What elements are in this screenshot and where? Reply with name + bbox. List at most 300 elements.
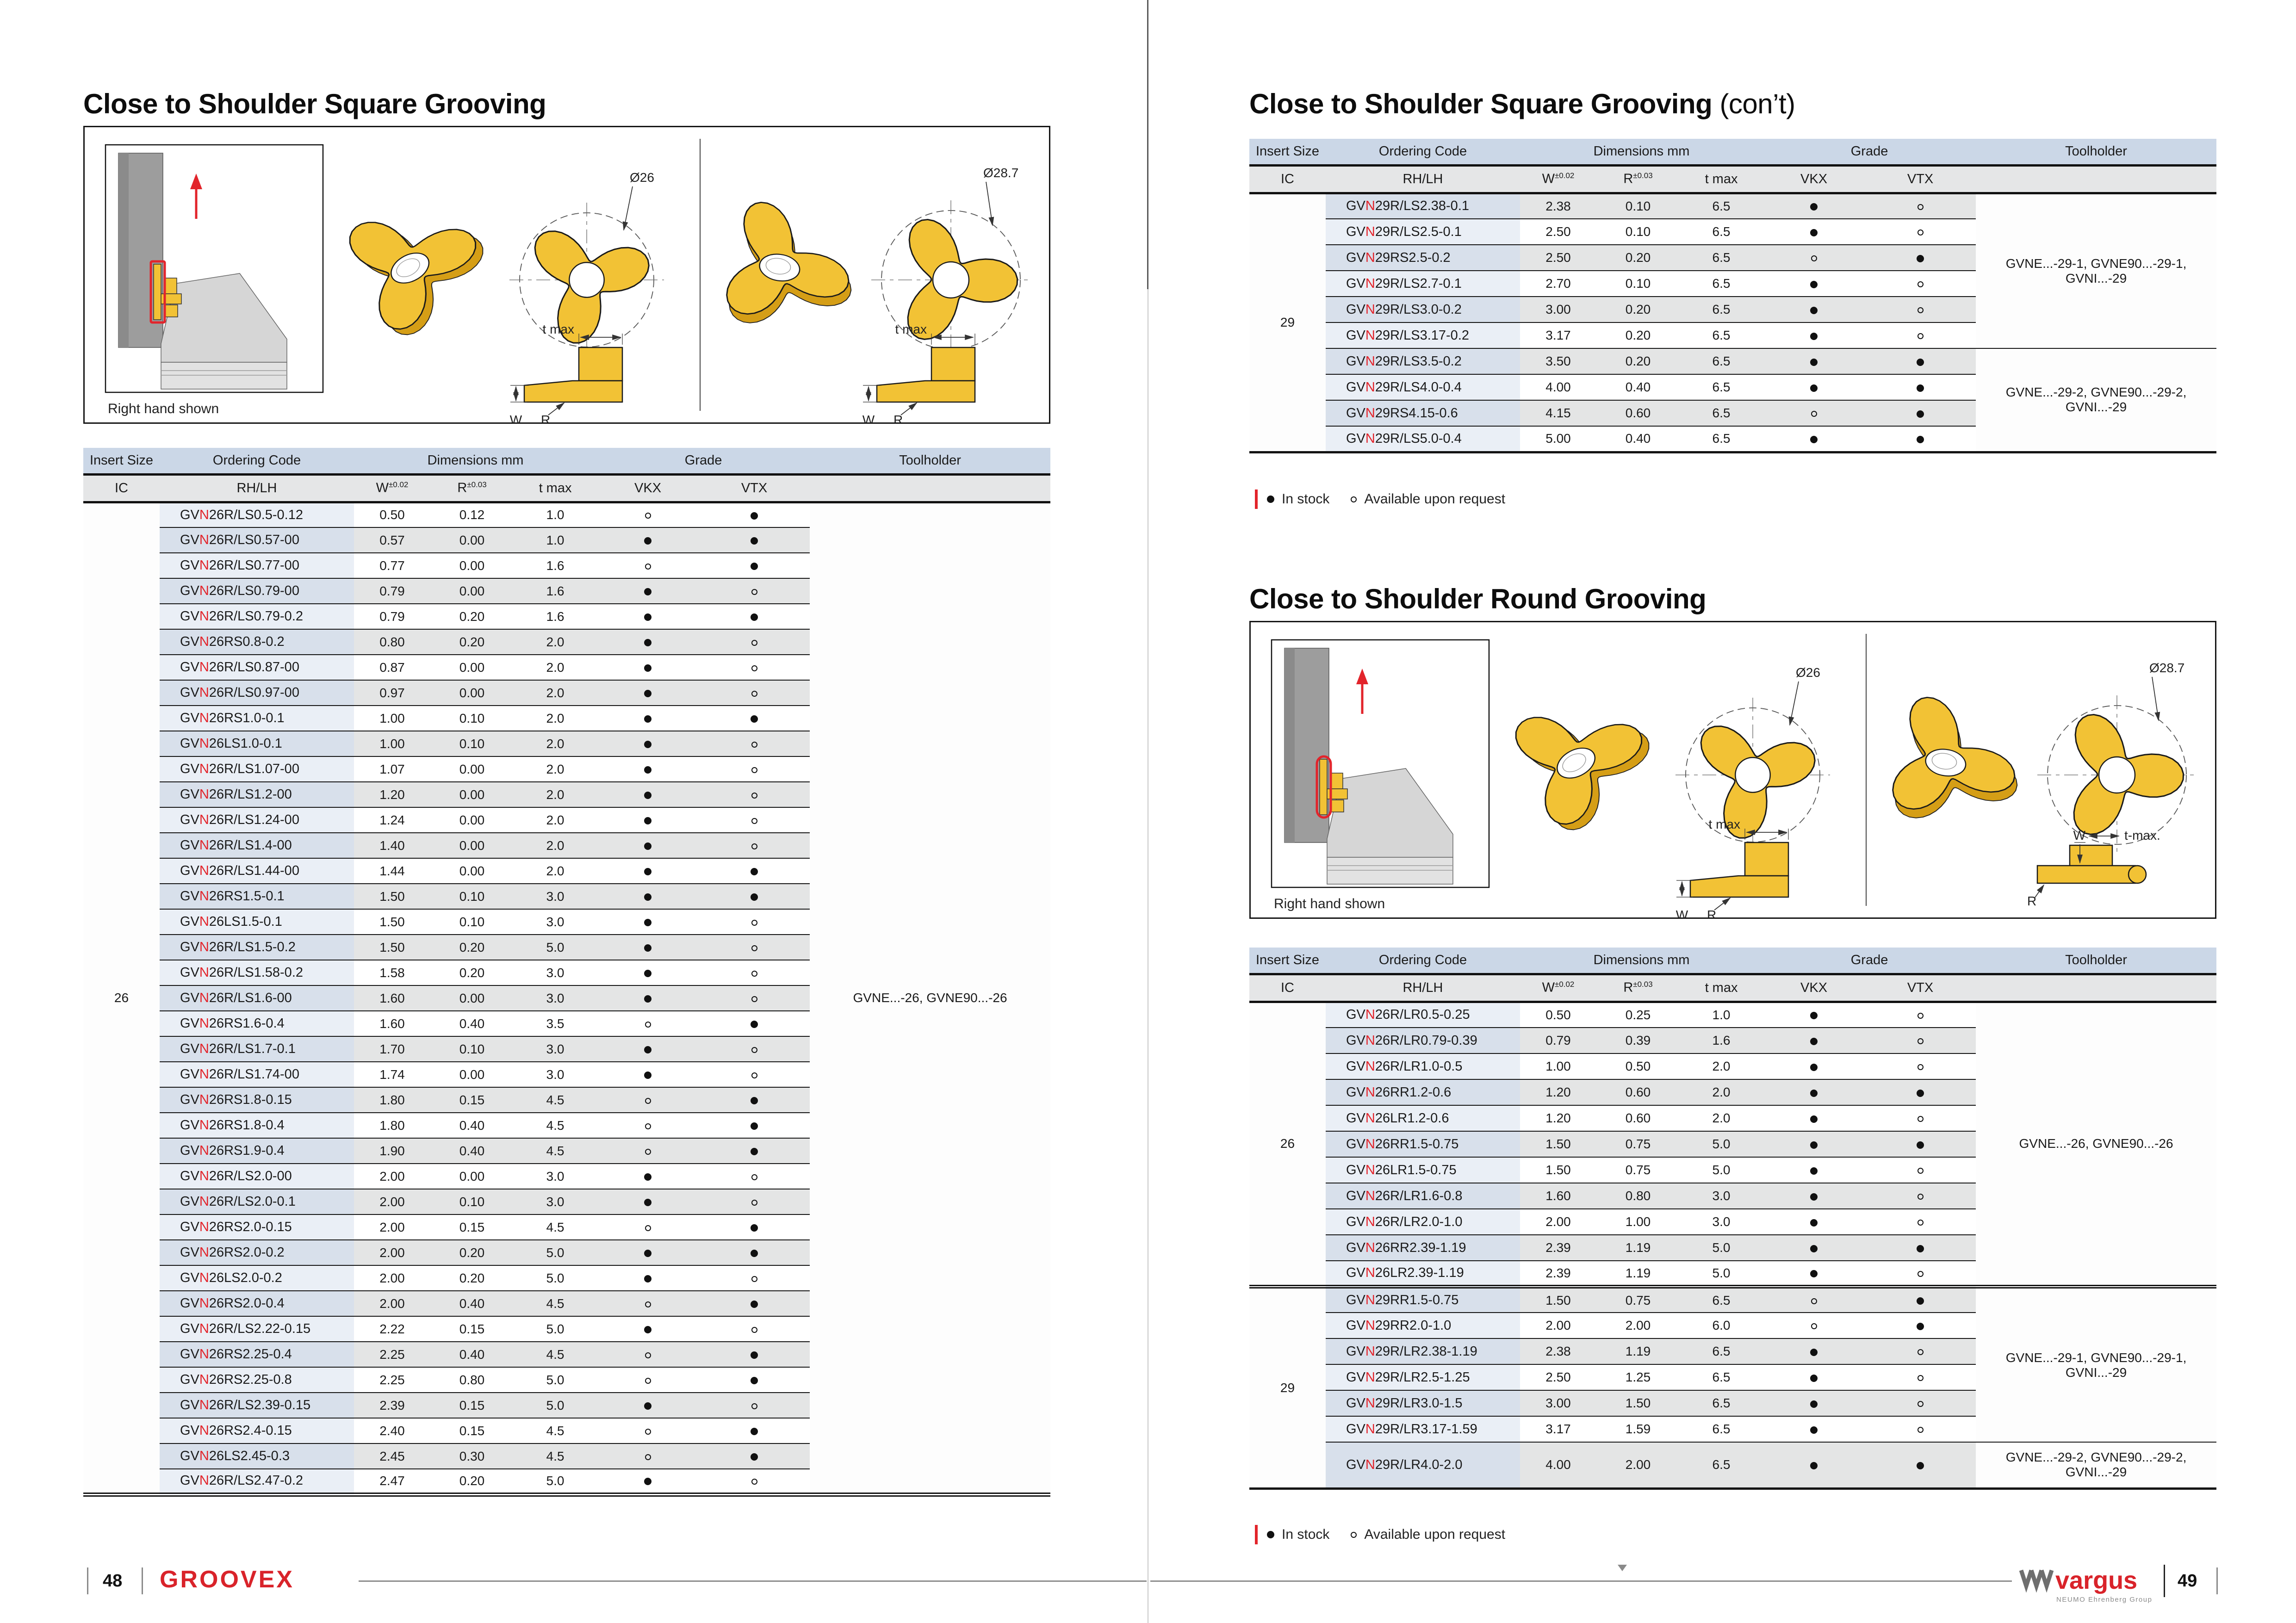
vtx-grade-cell: [1865, 271, 1976, 297]
vtx-grade-cell: [1865, 426, 1976, 452]
in-stock-icon: [1810, 1090, 1818, 1097]
r-value: 0.20: [430, 1265, 514, 1291]
table-square-grooving-26: [83, 448, 1050, 1497]
w-value: 2.50: [1520, 1364, 1596, 1390]
vtx-grade-cell: [699, 1443, 810, 1469]
w-value: 2.39: [1520, 1235, 1596, 1261]
r-value: 0.12: [459, 508, 485, 522]
footer-divider: [2164, 1565, 2165, 1597]
r-value: 0.00: [430, 1062, 514, 1087]
ordering-code-cell: GVN29R/LR3.0-1.5: [1326, 1390, 1520, 1416]
available-icon: [1917, 204, 1924, 210]
available-icon: [1917, 1427, 1924, 1433]
vtx-grade-cell: [699, 985, 810, 1011]
col-rhlh: RH/LH: [160, 474, 354, 502]
vtx-grade-cell: [699, 1316, 810, 1342]
in-stock-label: In stock: [1282, 1527, 1330, 1542]
w-value: 0.77: [354, 553, 430, 578]
col-rhlh: RH/LH: [1326, 165, 1520, 193]
vtx-grade-cell: [699, 1138, 810, 1164]
in-stock-icon: [751, 1453, 758, 1461]
ordering-code-cell: GVN26RS0.8-0.2: [160, 629, 354, 655]
w-value: 2.00: [354, 1164, 430, 1189]
in-stock-icon: [1810, 307, 1818, 314]
r-value: 0.20: [1596, 322, 1680, 348]
tmax-value: 6.5: [1680, 1287, 1763, 1313]
vkx-grade-cell: [1763, 426, 1865, 452]
tmax-value: 5.0: [514, 1265, 597, 1291]
in-stock-icon: [1917, 1462, 1924, 1469]
r-value: 0.39: [1596, 1028, 1680, 1053]
tmax-value: 5.0: [514, 1240, 597, 1265]
w-value: 1.50: [354, 909, 430, 935]
vkx-grade-cell: [1763, 219, 1865, 245]
vkx-grade-cell: [597, 1418, 699, 1443]
in-stock-icon: [751, 1377, 758, 1384]
in-stock-icon: [1810, 1375, 1818, 1382]
page-gutter-line-top: [1147, 0, 1148, 289]
col-toolholder: Toolholder: [810, 448, 1050, 474]
ordering-code-cell: GVN26R/LS2.22-0.15: [160, 1316, 354, 1342]
r-value: 0.40: [430, 1113, 514, 1138]
ordering-code-cell: GVN29R/LS4.0-0.4: [1326, 374, 1520, 400]
available-icon: [751, 1327, 757, 1333]
w-value: 0.79: [354, 578, 430, 604]
vargus-wordmark: vargus: [2055, 1567, 2138, 1594]
tmax-value: 5.0: [514, 1367, 597, 1393]
in-stock-icon: [751, 1250, 758, 1257]
in-stock-icon: [644, 664, 652, 672]
w-value: 1.20: [1520, 1079, 1596, 1105]
in-stock-icon: [644, 792, 652, 799]
w-value: 1.20: [354, 782, 430, 807]
ordering-code-cell: GVN26R/LS1.7-0.1: [160, 1036, 354, 1062]
footer-rule-right: [1150, 1580, 2012, 1582]
tmax-value: 5.0: [514, 1469, 597, 1494]
available-icon: [751, 971, 757, 977]
vargus-logo: [2018, 1558, 2157, 1611]
r-value: 2.00: [1596, 1442, 1680, 1488]
tmax-value: 1.6: [514, 604, 597, 629]
r-value: 1.59: [1596, 1416, 1680, 1442]
ordering-code-cell: GVN26R/LS1.5-0.2: [160, 935, 354, 960]
vtx-grade-cell: [1865, 322, 1976, 348]
w-value: 4.00: [1520, 1442, 1596, 1488]
ordering-code-cell: GVN26RS2.0-0.4: [160, 1291, 354, 1316]
tmax-value: 6.5: [1712, 198, 1731, 213]
col-grade: Grade: [597, 448, 810, 474]
ordering-code-cell: GVN26LS1.5-0.1: [160, 909, 354, 935]
vkx-grade-cell: [597, 756, 699, 782]
w-value: 1.80: [354, 1087, 430, 1113]
ordering-code-cell: GVN29R/LR2.5-1.25: [1326, 1364, 1520, 1390]
in-stock-icon: [1810, 1167, 1818, 1175]
in-stock-icon: [644, 995, 652, 1003]
vkx-grade-cell: [1763, 271, 1865, 297]
w-value: 1.24: [354, 807, 430, 833]
ordering-code-cell: GVN29R/LS2.38-0.1: [1326, 193, 1520, 219]
in-stock-icon: [751, 1021, 758, 1028]
available-icon: [645, 513, 651, 519]
col-w: $W^{\pm 0.02}$: [354, 474, 430, 502]
in-stock-icon: [1917, 1245, 1924, 1252]
r-value: 2.00: [1596, 1313, 1680, 1338]
tmax-value: 3.0: [514, 1062, 597, 1087]
tmax-value: 2.0: [514, 706, 597, 731]
col-dimensions: Dimensions mm: [1520, 139, 1763, 165]
r-value: 0.10: [430, 909, 514, 935]
svg-text:R: R: [894, 413, 903, 422]
figure-round-grooving: [1249, 621, 2216, 919]
ordering-code-cell: GVN29RS2.5-0.2: [1326, 245, 1520, 271]
r-value: 0.10: [430, 706, 514, 731]
available-icon: [1917, 1013, 1924, 1019]
diameter-label: Ø26: [630, 170, 654, 185]
col-rhlh: RH/LH: [1326, 974, 1520, 1002]
tmax-value: 6.0: [1680, 1313, 1763, 1338]
w-value: 2.00: [354, 1214, 430, 1240]
insert-size-value: 26: [83, 502, 160, 1494]
w-value: 1.07: [354, 756, 430, 782]
r-value: 1.25: [1596, 1364, 1680, 1390]
ordering-code-cell: GVN26LR1.5-0.75: [1326, 1157, 1520, 1183]
vtx-grade-cell: [699, 935, 810, 960]
in-stock-icon: [644, 970, 652, 977]
in-stock-icon: [1810, 1064, 1818, 1071]
tmax-value: 6.5: [1680, 245, 1763, 271]
svg-text:R: R: [1707, 908, 1717, 917]
w-value: 5.00: [1520, 426, 1596, 452]
groovex-logo: GROOVEX: [160, 1566, 2296, 1593]
available-icon: [645, 1123, 651, 1129]
available-icon: [1917, 281, 1924, 287]
col-dimensions: Dimensions mm: [1520, 948, 1763, 974]
ordering-code-cell: GVN26LS2.45-0.3: [160, 1443, 354, 1469]
svg-text:W: W: [509, 413, 522, 422]
vkx-grade-cell: [597, 1393, 699, 1418]
ordering-code-cell: GVN26LS1.0-0.1: [160, 731, 354, 756]
page-title-right-bottom: Close to Shoulder Round Grooving: [1249, 583, 1706, 614]
vkx-grade-cell: [1763, 1183, 1865, 1209]
vtx-grade-cell: [1865, 1364, 1976, 1390]
w-value: 1.60: [354, 1011, 430, 1036]
ordering-code-cell: GVN26R/LR0.5-0.25: [1326, 1002, 1520, 1028]
col-insert-size: Insert Size: [1249, 948, 1326, 974]
in-stock-icon: [1917, 1323, 1924, 1330]
vtx-grade-cell: [1865, 1235, 1976, 1261]
vtx-grade-cell: [699, 909, 810, 935]
in-stock-icon: [644, 1199, 652, 1206]
col-vtx: VTX: [1865, 974, 1976, 1002]
tmax-value: 1.6: [514, 578, 597, 604]
vtx-grade-cell: [1865, 245, 1976, 271]
tmax-value: 5.0: [1680, 1261, 1763, 1287]
vkx-grade-cell: [597, 706, 699, 731]
available-icon: [751, 691, 757, 697]
vtx-grade-cell: [1865, 193, 1976, 219]
vtx-grade-cell: [699, 1393, 810, 1418]
available-label: Available upon request: [1364, 491, 1506, 507]
col-vkx: VKX: [597, 474, 699, 502]
available-icon: [645, 1225, 651, 1231]
tmax-value: 3.0: [514, 884, 597, 909]
ordering-code-cell: GVN26R/LS0.87-00: [160, 655, 354, 680]
w-value: 1.40: [354, 833, 430, 858]
available-icon: [1811, 1323, 1817, 1329]
vtx-grade-cell: [699, 578, 810, 604]
available-icon: [751, 793, 757, 799]
page-title-right-top: Close to Shoulder Square Grooving (con’t): [1249, 88, 1795, 119]
vkx-grade-cell: [597, 655, 699, 680]
in-stock-icon: [1917, 436, 1924, 443]
w-value: 2.00: [354, 1189, 430, 1214]
col-dimensions: Dimensions mm: [354, 448, 597, 474]
ordering-code-cell: GVN29R/LS2.7-0.1: [1326, 271, 1520, 297]
table-header-row: [83, 448, 1050, 474]
ordering-code-cell: GVN26RR1.5-0.75: [1326, 1131, 1520, 1157]
tmax-value: 2.0: [514, 807, 597, 833]
r-value: 0.00: [430, 782, 514, 807]
vtx-grade-cell: [699, 680, 810, 706]
r-value: 0.60: [1596, 1079, 1680, 1105]
vtx-grade-cell: [699, 1469, 810, 1494]
ordering-code-cell: GVN29RR2.0-1.0: [1326, 1313, 1520, 1338]
ordering-code-cell: GVN26R/LS1.24-00: [160, 807, 354, 833]
vtx-grade-cell: [1865, 1209, 1976, 1235]
r-value: 0.80: [430, 1367, 514, 1393]
page-title-left: Close to Shoulder Square Grooving: [83, 88, 546, 119]
in-stock-icon: [1810, 1193, 1818, 1201]
vtx-grade-cell: [699, 1189, 810, 1214]
in-stock-icon: [644, 741, 652, 748]
r-value: 0.75: [1596, 1157, 1680, 1183]
col-vkx: VKX: [1763, 165, 1865, 193]
table-row: [1249, 193, 2216, 219]
in-stock-icon: [751, 1097, 758, 1104]
r-value: 0.40: [1596, 426, 1680, 452]
w-value: 1.60: [1520, 1183, 1596, 1209]
in-stock-icon: [1917, 359, 1924, 366]
ordering-code-cell: GVN29R/LR4.0-2.0: [1326, 1442, 1520, 1488]
in-stock-icon: [644, 588, 652, 595]
insert-size-value: 29: [1249, 1287, 1326, 1488]
tmax-value: 6.5: [1680, 374, 1763, 400]
ordering-code-cell: GVN26R/LS0.5-0.12: [160, 502, 354, 527]
vtx-grade-cell: [699, 833, 810, 858]
vkx-grade-cell: [597, 1087, 699, 1113]
col-tmax: t max: [1680, 974, 1763, 1002]
in-stock-icon: [644, 715, 652, 723]
available-icon: [645, 1149, 651, 1155]
in-stock-icon: [751, 1148, 758, 1155]
in-stock-icon: [644, 613, 652, 621]
in-stock-icon: [751, 1301, 758, 1308]
col-r: $R^{\pm 0.03}$: [1596, 165, 1680, 193]
available-icon: [645, 1454, 651, 1460]
table-header-row: [1249, 948, 2216, 974]
w-value: 2.00: [354, 1240, 430, 1265]
ordering-code-cell: GVN26R/LS1.07-00: [160, 756, 354, 782]
in-stock-icon: [644, 817, 652, 824]
in-stock-icon: [1810, 1400, 1818, 1408]
w-value: 2.38: [1545, 198, 1571, 213]
vtx-grade-cell: [699, 1087, 810, 1113]
vtx-grade-cell: [699, 527, 810, 553]
available-icon: [645, 1352, 651, 1358]
vtx-grade-cell: [699, 1011, 810, 1036]
tmax-value: 1.0: [514, 527, 597, 553]
table-header-row: [1249, 139, 2216, 165]
footer-divider: [142, 1567, 143, 1594]
vtx-grade-cell: [699, 1291, 810, 1316]
vkx-grade-cell: [597, 858, 699, 884]
ordering-code-cell: GVN26R/LS2.0-00: [160, 1164, 354, 1189]
r-value: 0.00: [430, 680, 514, 706]
tmax-value: 2.0: [1680, 1079, 1763, 1105]
col-tmax: t max: [514, 474, 597, 502]
r-value: 0.40: [1596, 374, 1680, 400]
vkx-grade-cell: [597, 1316, 699, 1342]
col-toolholder: Toolholder: [1976, 139, 2216, 165]
tmax-value: 5.0: [1680, 1131, 1763, 1157]
vtx-grade-cell: [1865, 1105, 1976, 1131]
ordering-code-cell: GVN26R/LS0.77-00: [160, 553, 354, 578]
r-value: 0.40: [430, 1138, 514, 1164]
vkx-grade-cell: [1763, 1235, 1865, 1261]
r-value: 0.40: [430, 1342, 514, 1367]
vkx-grade-cell: [1763, 1338, 1865, 1364]
vkx-grade-cell: [597, 1189, 699, 1214]
col-tmax: t max: [1680, 165, 1763, 193]
machining-diagram: [1272, 640, 1489, 887]
vkx-grade-cell: [1763, 1390, 1865, 1416]
vkx-grade-cell: [1763, 1261, 1865, 1287]
tmax-value: 6.5: [1680, 426, 1763, 452]
table-row: [1249, 1002, 2216, 1028]
tmax-value: 2.0: [514, 680, 597, 706]
in-stock-icon: [644, 1326, 652, 1333]
available-label: Available upon request: [1364, 1527, 1506, 1542]
in-stock-icon: [644, 1478, 652, 1485]
r-value: 0.20: [430, 629, 514, 655]
available-icon: [751, 1072, 757, 1078]
tmax-value: 6.5: [1680, 1390, 1763, 1416]
r-value: 0.00: [430, 655, 514, 680]
vtx-grade-cell: [1865, 1131, 1976, 1157]
w-value: 1.50: [354, 884, 430, 909]
vkx-grade-cell: [1763, 348, 1865, 374]
w-value: 2.38: [1520, 1338, 1596, 1364]
ordering-code-cell: GVN26R/LS0.79-00: [160, 578, 354, 604]
available-icon: [1917, 1064, 1924, 1070]
insert-front-view: [1675, 698, 1830, 852]
vkx-grade-cell: [597, 782, 699, 807]
col-toolholder: Toolholder: [1976, 948, 2216, 974]
tmax-value: 5.0: [514, 1316, 597, 1342]
r-value: 0.75: [1596, 1287, 1680, 1313]
r-value: 0.10: [1596, 271, 1680, 297]
r-value: 1.19: [1596, 1261, 1680, 1287]
col-toolholder-empty: [1976, 165, 2216, 193]
in-stock-icon: [751, 537, 758, 545]
legend-bar-icon: [1255, 489, 1258, 509]
tmax-value: 3.0: [514, 960, 597, 985]
r-value: 0.15: [430, 1214, 514, 1240]
available-icon: [1811, 1298, 1817, 1304]
groovex-triangle-icon: [1618, 1565, 1627, 1571]
w-value: 1.58: [354, 960, 430, 985]
page-number-left: 48: [103, 1571, 123, 1591]
vkx-grade-cell: [1763, 1002, 1865, 1028]
r-value: 0.20: [1596, 297, 1680, 322]
vtx-grade-cell: [699, 1113, 810, 1138]
r-value: 0.20: [430, 1240, 514, 1265]
ordering-code-cell: GVN26R/LS1.6-00: [160, 985, 354, 1011]
available-icon: [751, 742, 757, 748]
table-row: [1249, 1442, 2216, 1488]
r-value: 1.19: [1596, 1338, 1680, 1364]
w-value: 1.50: [1520, 1131, 1596, 1157]
available-icon: [1351, 496, 1357, 502]
footer-divider: [87, 1567, 88, 1594]
r-value: 0.20: [430, 1469, 514, 1494]
in-stock-icon: [1267, 496, 1274, 503]
in-stock-icon: [644, 919, 652, 926]
tmax-value: 2.0: [514, 629, 597, 655]
vkx-grade-cell: [597, 1164, 699, 1189]
tmax-value: 4.5: [514, 1342, 597, 1367]
vkx-grade-cell: [597, 731, 699, 756]
vkx-grade-cell: [597, 960, 699, 985]
vkx-grade-cell: [597, 1367, 699, 1393]
vtx-grade-cell: [699, 858, 810, 884]
ordering-code-cell: GVN29R/LS3.5-0.2: [1326, 348, 1520, 374]
in-stock-icon: [644, 1402, 652, 1410]
available-icon: [1917, 1168, 1924, 1174]
ordering-code-cell: GVN26RS1.9-0.4: [160, 1138, 354, 1164]
ordering-code-cell: GVN26RS2.4-0.15: [160, 1418, 354, 1443]
vkx-grade-cell: [1763, 297, 1865, 322]
vkx-grade-cell: [597, 1443, 699, 1469]
r-value: 0.20: [430, 935, 514, 960]
col-ordering-code: Ordering Code: [1326, 139, 1520, 165]
tmax-value: 6.5: [1680, 322, 1763, 348]
vtx-grade-cell: [699, 1342, 810, 1367]
tmax-value: 5.0: [1680, 1235, 1763, 1261]
insert-3d-view: [1512, 690, 1666, 838]
w-value: 3.00: [1520, 1390, 1596, 1416]
in-stock-icon: [751, 715, 758, 723]
table-round-grooving: [1249, 948, 2216, 1490]
w-value: 3.50: [1520, 348, 1596, 374]
in-stock-icon: [644, 537, 652, 545]
w-value: 1.90: [354, 1138, 430, 1164]
col-ordering-code: Ordering Code: [1326, 948, 1520, 974]
in-stock-icon: [644, 944, 652, 952]
col-vkx: VKX: [1763, 974, 1865, 1002]
insert-3d-view: [1874, 692, 2036, 850]
tmax-value: 5.0: [1680, 1157, 1763, 1183]
available-icon: [751, 640, 757, 646]
table-subheader-row: [1249, 974, 2216, 1002]
in-stock-icon: [644, 690, 652, 697]
vtx-grade-cell: [1865, 219, 1976, 245]
vkx-grade-cell: [1763, 1157, 1865, 1183]
w-value: 0.80: [354, 629, 430, 655]
r-value: 0.15: [430, 1393, 514, 1418]
vargus-subtext: NEUMO Ehrenberg Group: [2056, 1596, 2153, 1604]
vtx-grade-cell: [1865, 1028, 1976, 1053]
